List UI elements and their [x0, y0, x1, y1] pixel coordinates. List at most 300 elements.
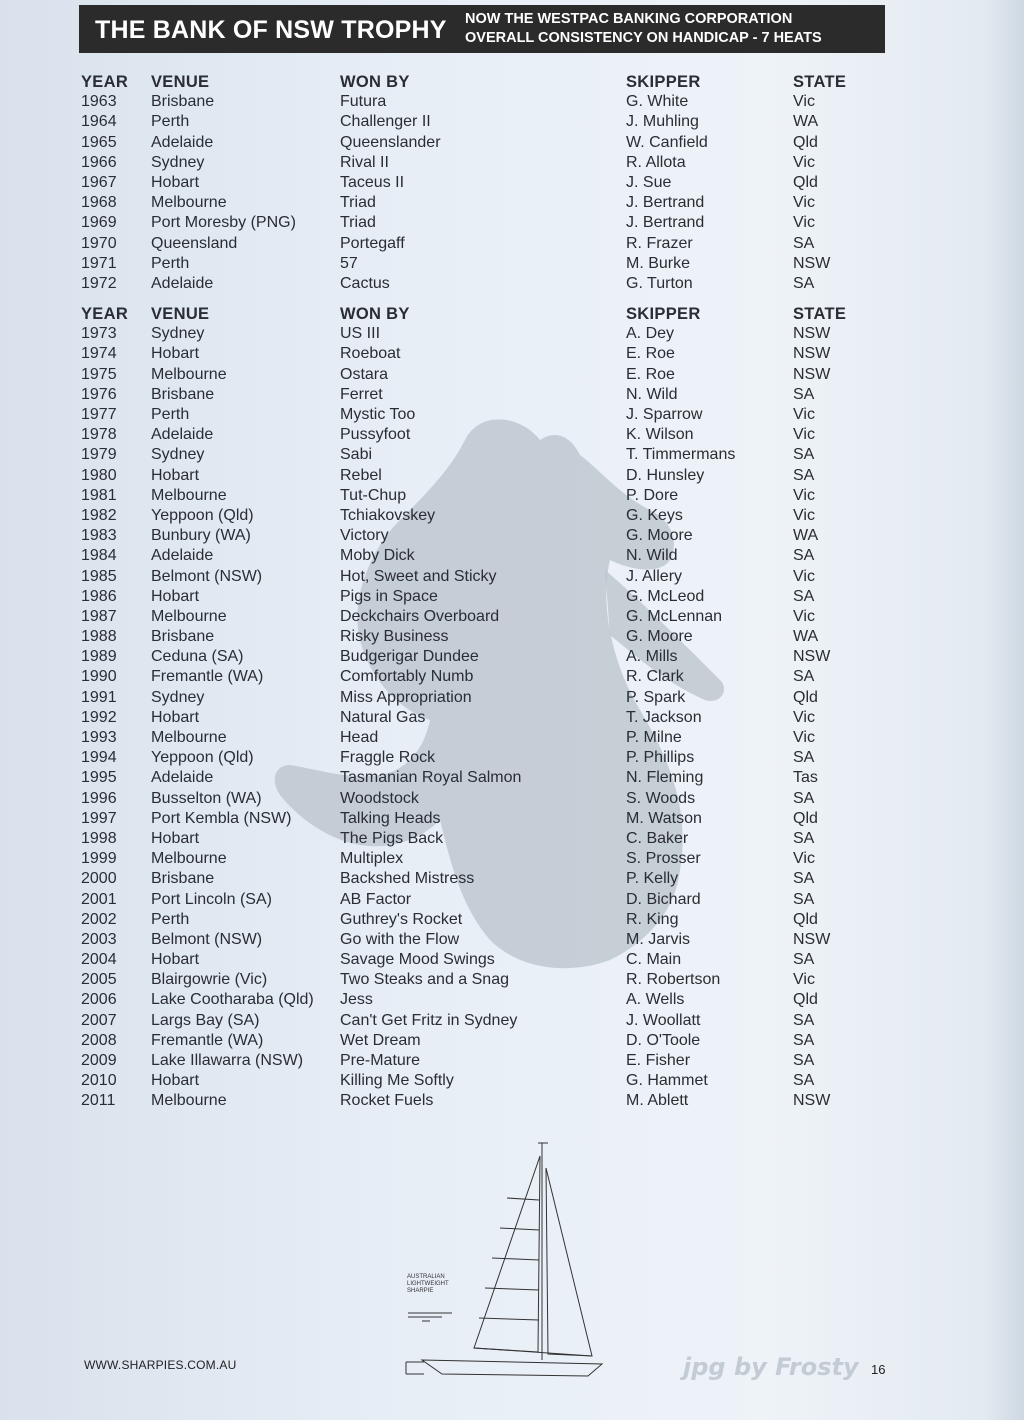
cell-year: 1976	[81, 385, 117, 403]
cell-venue: Lake Illawarra (NSW)	[151, 1052, 304, 1069]
cell-skipper: A. Dey	[626, 325, 675, 343]
cell-year: 2006	[81, 991, 117, 1009]
cell-state: SA	[793, 951, 815, 969]
table-section	[81, 72, 881, 294]
cell-venue: Hobart	[151, 708, 200, 726]
cell-state: SA	[793, 274, 815, 292]
cell-won-by: Moby Dick	[340, 547, 415, 565]
cell-state: Vic	[793, 486, 815, 504]
table-row	[81, 910, 881, 930]
cell-won-by: Tchiakovskey	[340, 506, 436, 524]
table-row	[81, 1011, 881, 1031]
cell-state: Qld	[793, 910, 818, 928]
cell-year: 1975	[81, 365, 117, 383]
cell-venue: Brisbane	[151, 93, 215, 111]
table-row	[81, 829, 881, 849]
cell-won-by: Queenslander	[340, 133, 441, 151]
cell-venue: Hobart	[151, 345, 200, 363]
cell-skipper: E. Roe	[626, 365, 675, 383]
cell-won-by: 57	[340, 254, 358, 272]
cell-state: Vic	[793, 153, 815, 171]
cell-venue: Sydney	[151, 688, 205, 706]
table-row	[81, 213, 881, 233]
cell-state: WA	[793, 113, 819, 131]
cell-state: Vic	[793, 607, 815, 625]
cell-venue: Adelaide	[151, 547, 214, 565]
table-row	[81, 1071, 881, 1091]
cell-won-by: Rocket Fuels	[340, 1092, 434, 1110]
cell-state: Vic	[793, 93, 815, 111]
cell-state: Vic	[793, 426, 815, 444]
cell-year: 1995	[81, 769, 117, 787]
cell-won-by: Victory	[340, 527, 389, 545]
cell-venue: Brisbane	[151, 870, 215, 888]
cell-state: NSW	[793, 648, 831, 666]
sail-plan-diagram-icon	[402, 1138, 612, 1380]
cell-skipper: S. Prosser	[626, 850, 701, 868]
cell-year: 1978	[81, 426, 117, 444]
cell-year: 1982	[81, 506, 117, 524]
cell-skipper: G. McLennan	[626, 607, 723, 625]
cell-won-by: Tut-Chup	[340, 486, 407, 504]
cell-skipper: R. Robertson	[626, 971, 721, 989]
cell-state: NSW	[793, 930, 831, 948]
cell-skipper: J. Bertrand	[626, 194, 705, 212]
cell-skipper: M. Ablett	[626, 1092, 689, 1110]
cell-won-by: Sabi	[340, 446, 373, 464]
cell-state: Vic	[793, 850, 815, 868]
cell-won-by: Killing Me Softly	[340, 1072, 454, 1090]
cell-year: 1985	[81, 567, 117, 585]
cell-won-by: Guthrey's Rocket	[340, 910, 463, 928]
cell-venue: Belmont (NSW)	[151, 567, 263, 585]
cell-skipper: R. Frazer	[626, 234, 693, 252]
cell-won-by: Roeboat	[340, 345, 401, 363]
cell-won-by: Portegaff	[340, 234, 405, 252]
column-header-venue: VENUE	[151, 305, 210, 324]
cell-year: 1987	[81, 607, 117, 625]
cell-won-by: Backshed Mistress	[340, 870, 475, 888]
cell-skipper: K. Wilson	[626, 426, 694, 444]
subtitle-line-1: NOW THE WESTPAC BANKING CORPORATION	[465, 11, 793, 27]
cell-won-by: Pussyfoot	[340, 426, 411, 444]
cell-venue: Melbourne	[151, 607, 227, 625]
cell-state: NSW	[793, 345, 831, 363]
table-header-row	[81, 72, 881, 92]
table-row	[81, 486, 881, 506]
cell-skipper: J. Bertrand	[626, 214, 705, 232]
table-row	[81, 869, 881, 889]
cell-won-by: Triad	[340, 214, 376, 232]
cell-state: Vic	[793, 971, 815, 989]
table-row	[81, 607, 881, 627]
cell-skipper: G. Hammet	[626, 1072, 708, 1090]
header-bar	[79, 5, 885, 53]
column-header-state: STATE	[793, 305, 847, 324]
cell-year: 1977	[81, 406, 117, 423]
cell-won-by: Two Steaks and a Snag	[340, 971, 509, 989]
cell-venue: Melbourne	[151, 850, 227, 868]
cell-won-by: Rebel	[340, 466, 382, 484]
table-section	[81, 304, 881, 1112]
cell-year: 2010	[81, 1072, 117, 1090]
cell-venue: Sydney	[151, 153, 205, 171]
cell-venue: Melbourne	[151, 365, 227, 383]
cell-year: 1974	[81, 345, 117, 363]
table-row	[81, 627, 881, 647]
table-row	[81, 1051, 881, 1071]
cell-won-by: Taceus II	[340, 173, 405, 191]
cell-venue: Belmont (NSW)	[151, 930, 263, 948]
cell-year: 1979	[81, 446, 117, 464]
cell-venue: Ceduna (SA)	[151, 648, 244, 666]
cell-won-by: Head	[340, 729, 379, 746]
cell-state: Qld	[793, 173, 818, 191]
cell-state: Vic	[793, 708, 815, 726]
cell-state: NSW	[793, 325, 831, 343]
cell-venue: Largs Bay (SA)	[151, 1011, 260, 1029]
cell-year: 2007	[81, 1011, 117, 1029]
table-row	[81, 365, 881, 385]
table-row	[81, 526, 881, 546]
cell-venue: Adelaide	[151, 426, 214, 444]
table-row	[81, 112, 881, 132]
cell-year: 1998	[81, 829, 117, 847]
cell-venue: Melbourne	[151, 194, 227, 212]
column-header-skipper: SKIPPER	[626, 305, 701, 324]
cell-won-by: Talking Heads	[340, 809, 441, 827]
cell-state: SA	[793, 446, 815, 464]
cell-year: 1967	[81, 173, 117, 191]
cell-state: Qld	[793, 688, 818, 706]
cell-skipper: R. Clark	[626, 668, 684, 686]
footer-url: WWW.SHARPIES.COM.AU	[84, 1358, 237, 1372]
cell-year: 1986	[81, 587, 117, 605]
cell-state: Vic	[793, 406, 815, 423]
cell-state: Vic	[793, 729, 815, 746]
cell-won-by: Rival II	[340, 153, 389, 171]
cell-venue: Busselton (WA)	[151, 789, 262, 807]
cell-skipper: E. Fisher	[626, 1052, 691, 1069]
table-row	[81, 92, 881, 112]
subtitle-line-2: OVERALL CONSISTENCY ON HANDICAP - 7 HEATS	[465, 30, 822, 46]
cell-won-by: Pigs in Space	[340, 587, 438, 605]
cell-skipper: R. King	[626, 910, 679, 928]
cell-skipper: C. Baker	[626, 829, 689, 847]
cell-won-by: Go with the Flow	[340, 930, 460, 948]
cell-year: 2001	[81, 890, 117, 908]
cell-state: SA	[793, 466, 815, 484]
cell-venue: Perth	[151, 113, 190, 131]
cell-year: 2005	[81, 971, 117, 989]
cell-venue: Adelaide	[151, 133, 214, 151]
table-row	[81, 728, 881, 748]
cell-state: WA	[793, 628, 819, 646]
cell-skipper: G. Moore	[626, 527, 693, 545]
cell-won-by: Tasmanian Royal Salmon	[340, 769, 522, 787]
table-row	[81, 546, 881, 566]
cell-skipper: N. Wild	[626, 385, 678, 403]
cell-state: WA	[793, 527, 819, 545]
table-row	[81, 133, 881, 153]
cell-venue: Brisbane	[151, 628, 215, 646]
cell-year: 2004	[81, 951, 117, 969]
cell-skipper: G. Keys	[626, 506, 683, 524]
cell-state: Qld	[793, 991, 818, 1009]
cell-skipper: G. McLeod	[626, 587, 705, 605]
column-header-won-by: WON BY	[340, 73, 410, 91]
cell-year: 1971	[81, 254, 117, 272]
cell-venue: Port Moresby (PNG)	[151, 214, 296, 232]
cell-venue: Port Kembla (NSW)	[151, 809, 292, 827]
cell-year: 1965	[81, 133, 117, 151]
cell-state: SA	[793, 587, 815, 605]
cell-won-by: Cactus	[340, 274, 390, 292]
cell-year: 1964	[81, 113, 117, 131]
cell-venue: Hobart	[151, 951, 200, 969]
cell-year: 2003	[81, 930, 117, 948]
cell-state: SA	[793, 1052, 815, 1069]
sail-plan-caption-2: LIGHTWEIGHT	[407, 1281, 449, 1287]
cell-skipper: J. Allery	[626, 567, 683, 585]
cell-won-by: Challenger II	[340, 113, 431, 131]
cell-skipper: J. Muhling	[626, 113, 699, 131]
cell-skipper: G. Moore	[626, 628, 693, 646]
cell-venue: Port Lincoln (SA)	[151, 890, 272, 908]
cell-venue: Hobart	[151, 1072, 200, 1090]
cell-venue: Hobart	[151, 466, 200, 484]
cell-skipper: R. Allota	[626, 153, 686, 171]
table-header-row	[81, 304, 881, 324]
table-row	[81, 748, 881, 768]
cell-year: 1966	[81, 153, 117, 171]
cell-state: Vic	[793, 506, 815, 524]
cell-year: 2000	[81, 870, 117, 888]
table-row	[81, 344, 881, 364]
cell-state: SA	[793, 234, 815, 252]
cell-won-by: Jess	[340, 991, 373, 1009]
sail-plan-caption-3: SHARPIE	[407, 1288, 434, 1294]
cell-venue: Melbourne	[151, 1092, 227, 1110]
cell-won-by: Woodstock	[340, 789, 419, 807]
cell-won-by: AB Factor	[340, 890, 412, 908]
footer-credit: jpg by Frosty	[683, 1353, 859, 1381]
cell-won-by: Wet Dream	[340, 1031, 421, 1049]
cell-skipper: P. Spark	[626, 688, 686, 706]
table-row	[81, 405, 881, 425]
cell-state: Qld	[793, 133, 818, 151]
cell-won-by: Fraggle Rock	[340, 749, 436, 767]
cell-year: 2002	[81, 910, 117, 928]
cell-venue: Lake Cootharaba (Qld)	[151, 991, 314, 1009]
cell-skipper: D. Bichard	[626, 890, 701, 908]
cell-skipper: C. Main	[626, 951, 682, 969]
trophy-subtitle	[465, 10, 822, 48]
cell-skipper: W. Canfield	[626, 133, 708, 151]
cell-year: 1968	[81, 194, 117, 212]
cell-won-by: Budgerigar Dundee	[340, 648, 479, 666]
cell-year: 1993	[81, 729, 117, 746]
cell-year: 1989	[81, 648, 117, 666]
table-row	[81, 254, 881, 274]
cell-year: 1988	[81, 628, 117, 646]
cell-year: 2008	[81, 1031, 117, 1049]
cell-year: 2009	[81, 1052, 117, 1069]
cell-state: Tas	[793, 769, 818, 787]
cell-venue: Sydney	[151, 325, 205, 343]
cell-won-by: Comfortably Numb	[340, 668, 474, 686]
cell-skipper: J. Sue	[626, 173, 672, 191]
table-row	[81, 849, 881, 869]
table-row	[81, 950, 881, 970]
table-row	[81, 173, 881, 193]
cell-skipper: J. Sparrow	[626, 406, 703, 423]
cell-state: Vic	[793, 567, 815, 585]
column-header-year: YEAR	[81, 73, 129, 91]
cell-venue: Queensland	[151, 234, 238, 252]
cell-year: 1997	[81, 809, 117, 827]
cell-state: SA	[793, 1011, 815, 1029]
cell-venue: Brisbane	[151, 385, 215, 403]
cell-won-by: Mystic Too	[340, 406, 416, 423]
cell-won-by: Miss Appropriation	[340, 688, 472, 706]
cell-venue: Yeppoon (Qld)	[151, 506, 254, 524]
cell-state: SA	[793, 385, 815, 403]
table-row	[81, 153, 881, 173]
cell-won-by: Savage Mood Swings	[340, 951, 495, 969]
cell-skipper: M. Watson	[626, 809, 702, 827]
cell-won-by: Futura	[340, 93, 387, 111]
cell-skipper: P. Milne	[626, 729, 682, 746]
table-row	[81, 324, 881, 344]
table-row	[81, 930, 881, 950]
cell-state: SA	[793, 870, 815, 888]
cell-venue: Adelaide	[151, 769, 214, 787]
column-header-state: STATE	[793, 73, 847, 91]
cell-state: Qld	[793, 809, 818, 827]
cell-venue: Melbourne	[151, 729, 227, 746]
cell-state: NSW	[793, 1092, 831, 1110]
table-row	[81, 1031, 881, 1051]
cell-skipper: A. Wells	[626, 991, 685, 1009]
cell-won-by: Ostara	[340, 365, 389, 383]
sail-plan-caption-1: AUSTRALIAN	[407, 1274, 445, 1280]
cell-skipper: A. Mills	[626, 648, 678, 666]
cell-year: 1996	[81, 789, 117, 807]
table-row	[81, 1091, 881, 1111]
cell-year: 1990	[81, 668, 117, 686]
cell-venue: Bunbury (WA)	[151, 527, 251, 545]
cell-venue: Perth	[151, 406, 190, 423]
cell-won-by: US III	[340, 325, 381, 343]
cell-year: 1984	[81, 547, 117, 565]
cell-year: 1981	[81, 486, 117, 504]
cell-won-by: Hot, Sweet and Sticky	[340, 567, 497, 585]
cell-year: 1983	[81, 527, 117, 545]
cell-skipper: M. Jarvis	[626, 930, 690, 948]
cell-won-by: The Pigs Back	[340, 829, 444, 847]
cell-year: 1970	[81, 234, 117, 252]
cell-skipper: P. Phillips	[626, 749, 695, 767]
cell-state: Vic	[793, 214, 815, 232]
cell-state: SA	[793, 547, 815, 565]
winners-table	[81, 72, 881, 1112]
table-row	[81, 506, 881, 526]
cell-won-by: Pre-Mature	[340, 1052, 421, 1069]
cell-year: 1991	[81, 688, 117, 706]
cell-state: SA	[793, 668, 815, 686]
cell-venue: Blairgowrie (Vic)	[151, 971, 268, 989]
cell-skipper: P. Kelly	[626, 870, 679, 888]
cell-won-by: Can't Get Fritz in Sydney	[340, 1011, 518, 1029]
cell-skipper: E. Roe	[626, 345, 675, 363]
cell-skipper: D. Hunsley	[626, 466, 705, 484]
table-row	[81, 708, 881, 728]
table-row	[81, 970, 881, 990]
column-header-venue: VENUE	[151, 73, 210, 91]
cell-year: 1999	[81, 850, 117, 868]
cell-state: SA	[793, 829, 815, 847]
cell-skipper: P. Dore	[626, 486, 679, 504]
cell-skipper: N. Fleming	[626, 769, 704, 787]
cell-won-by: Ferret	[340, 385, 383, 403]
cell-won-by: Natural Gas	[340, 708, 426, 726]
trophy-title: THE BANK OF NSW TROPHY	[95, 16, 447, 44]
cell-venue: Perth	[151, 254, 190, 272]
table-row	[81, 890, 881, 910]
table-row	[81, 667, 881, 687]
cell-state: SA	[793, 890, 815, 908]
column-header-won-by: WON BY	[340, 305, 410, 324]
cell-venue: Adelaide	[151, 274, 214, 292]
table-row	[81, 567, 881, 587]
cell-skipper: J. Woollatt	[626, 1011, 701, 1029]
cell-venue: Melbourne	[151, 486, 227, 504]
cell-venue: Hobart	[151, 173, 200, 191]
table-row	[81, 688, 881, 708]
table-row	[81, 768, 881, 788]
table-row	[81, 990, 881, 1010]
cell-venue: Sydney	[151, 446, 205, 464]
cell-won-by: Deckchairs Overboard	[340, 607, 500, 625]
table-row	[81, 647, 881, 667]
cell-year: 1969	[81, 214, 117, 232]
table-row	[81, 193, 881, 213]
table-row	[81, 425, 881, 445]
cell-venue: Fremantle (WA)	[151, 668, 264, 686]
cell-year: 1972	[81, 274, 117, 292]
table-row	[81, 234, 881, 254]
cell-skipper: S. Woods	[626, 789, 696, 807]
column-header-skipper: SKIPPER	[626, 73, 701, 91]
table-row	[81, 445, 881, 465]
table-row	[81, 809, 881, 829]
cell-state: SA	[793, 749, 815, 767]
cell-year: 1980	[81, 466, 117, 484]
cell-venue: Yeppoon (Qld)	[151, 749, 254, 767]
cell-year: 1973	[81, 325, 117, 343]
table-row	[81, 466, 881, 486]
cell-skipper: M. Burke	[626, 254, 691, 272]
cell-state: SA	[793, 1031, 815, 1049]
cell-venue: Hobart	[151, 587, 200, 605]
cell-skipper: N. Wild	[626, 547, 678, 565]
cell-skipper: T. Timmermans	[626, 446, 736, 464]
cell-year: 2011	[81, 1092, 116, 1110]
cell-state: Vic	[793, 194, 815, 212]
cell-skipper: T. Jackson	[626, 708, 702, 726]
cell-won-by: Multiplex	[340, 850, 404, 868]
